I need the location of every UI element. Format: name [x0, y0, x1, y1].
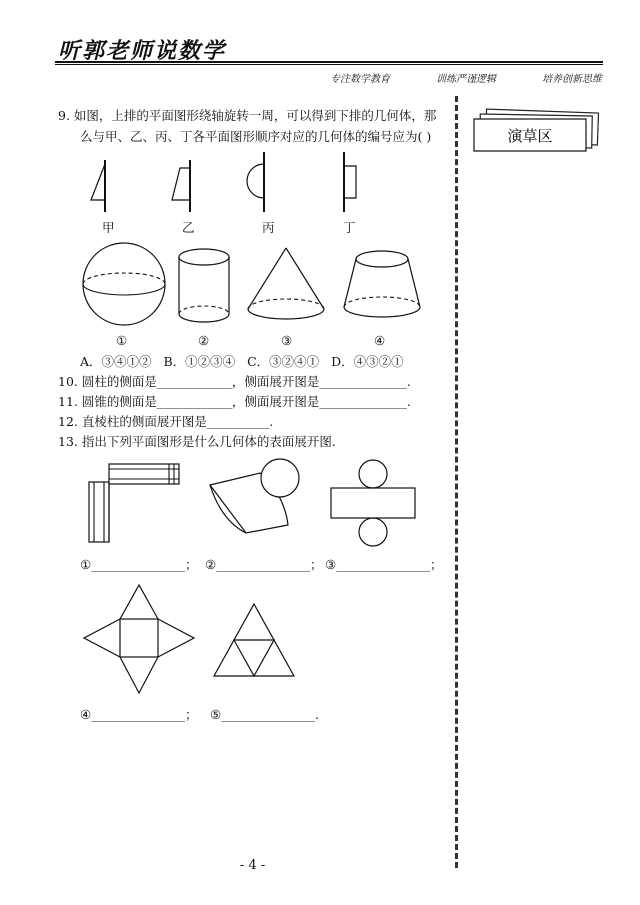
option-b[interactable]: B．①②③④	[163, 354, 236, 369]
shape-yi	[168, 150, 208, 220]
page-number: - 4 -	[240, 858, 266, 873]
slogan-2: 训练严谨逻辑	[436, 74, 496, 85]
q13-blank-5[interactable]: ⑤_______________.	[210, 707, 319, 722]
q9-options	[80, 353, 404, 371]
solid-frustum	[340, 245, 425, 330]
shape-label-ding: 丁	[343, 220, 356, 235]
q13-blank-4[interactable]: ④_______________；	[80, 707, 198, 722]
shape-label-jia: 甲	[102, 220, 115, 235]
net-5-tetrahedron	[210, 600, 300, 685]
slogan-1: 专注数学教育	[330, 74, 390, 85]
header-rule-thin	[55, 64, 603, 65]
q13-blank-2[interactable]: ②_______________；	[205, 557, 323, 572]
q11: 11. 圆锥的侧面是____________，侧面展开图是______________.	[58, 394, 411, 409]
solid-sphere	[80, 240, 170, 330]
q13-blank-3[interactable]: ③_______________；	[325, 557, 443, 572]
q12: 12. 直棱柱的侧面展开图是__________.	[58, 414, 274, 429]
option-a[interactable]: A．③④①②	[80, 354, 152, 369]
shape-bing	[246, 150, 286, 220]
draft-box	[470, 108, 620, 158]
solid-label-1: ①	[116, 333, 128, 348]
net-3-cylinder	[325, 458, 435, 558]
net-4-pyramid	[80, 583, 200, 698]
slogan-3: 培养创新思维	[542, 74, 602, 85]
q9-line1: 9. 如图，上排的平面图形绕轴旋转一周，可以得到下排的几何体，那	[58, 108, 437, 123]
solid-label-3: ③	[281, 333, 293, 348]
solid-label-4: ④	[374, 333, 386, 348]
q10: 10. 圆柱的侧面是____________，侧面展开图是______________.	[58, 374, 411, 389]
shape-label-yi: 乙	[182, 220, 195, 235]
solid-label-2: ②	[198, 333, 210, 348]
q9-line2: 么与甲、乙、丙、丁各平面图形顺序对应的几何体的编号应为( )	[80, 129, 432, 144]
shape-jia	[85, 150, 125, 220]
solid-cone	[245, 245, 330, 330]
option-c[interactable]: C．③②④①	[247, 354, 320, 369]
shape-label-bing: 丙	[262, 220, 275, 235]
draft-box-label: 演草区	[507, 127, 553, 145]
solid-cylinder	[175, 245, 235, 330]
header-title: 听郭老师说数学	[58, 38, 227, 64]
header-slogans	[330, 70, 602, 85]
header-rule-thick	[55, 61, 603, 63]
q13-blank-1[interactable]: ①_______________；	[80, 557, 198, 572]
net-2-cone	[200, 455, 310, 555]
net-1-prism	[85, 462, 185, 547]
shape-ding	[330, 150, 370, 220]
column-divider	[455, 96, 458, 868]
q13: 13. 指出下列平面图形是什么几何体的表面展开图.	[58, 434, 336, 449]
option-d[interactable]: D．④③②①	[331, 354, 404, 369]
